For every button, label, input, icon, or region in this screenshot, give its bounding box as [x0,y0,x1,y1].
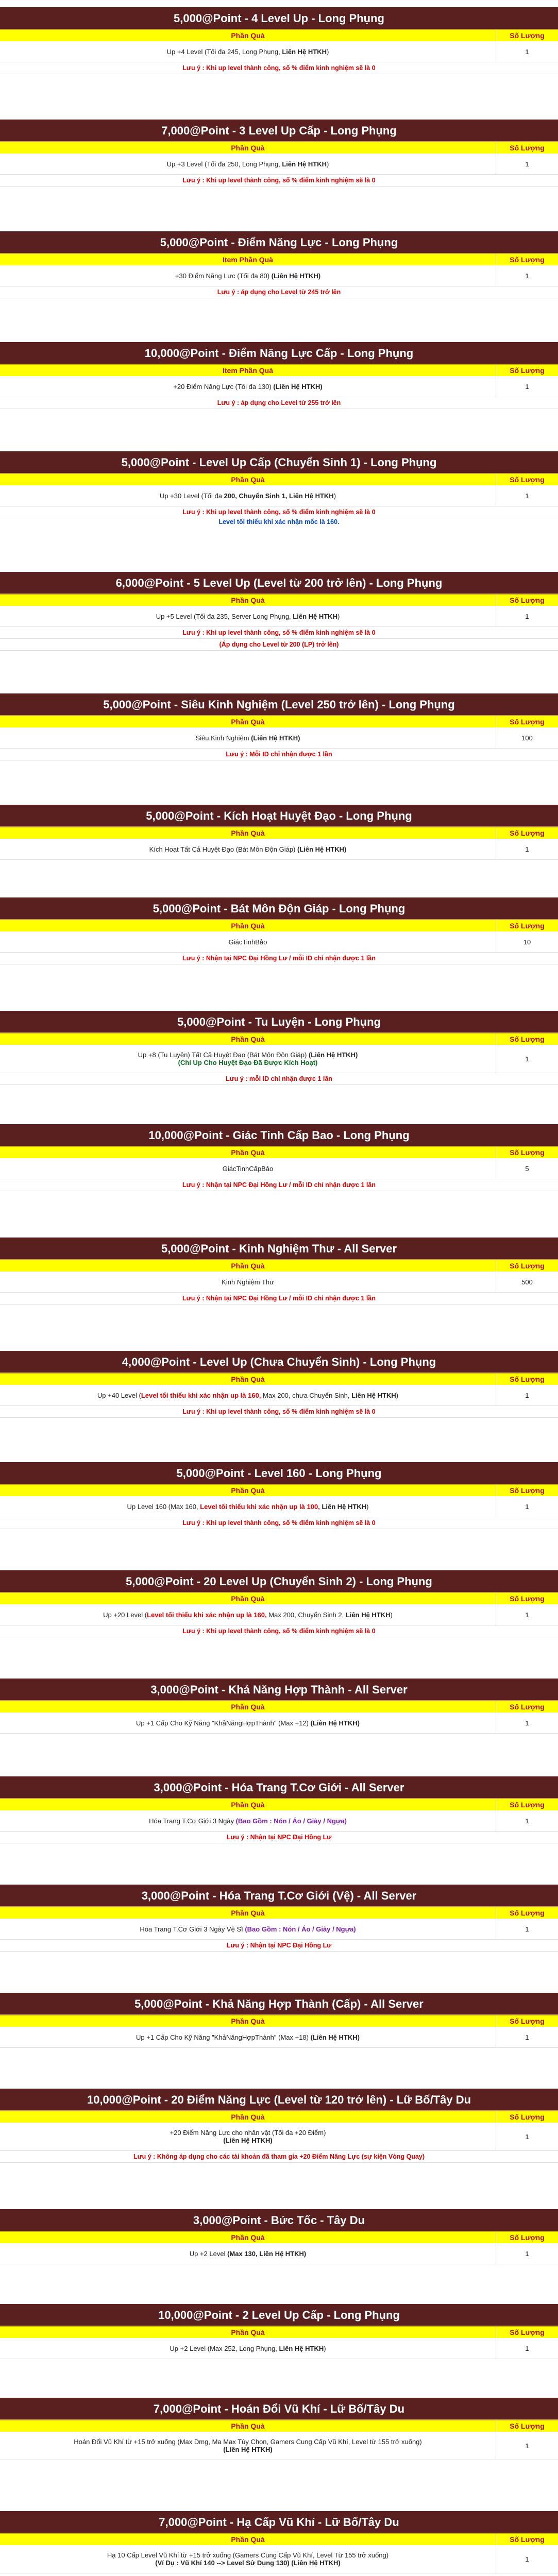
column-header [0,2420,558,2432]
contact-note: (Liên Hệ HTKH) [310,1719,360,1727]
reward-row [0,1158,558,1179]
reward-text [0,1158,496,1179]
reward-qty: 1 [525,1055,529,1063]
reward-text [0,2123,496,2150]
reward-desc: Up +5 Level (Tối đa 235, Server Long Phụng, [156,612,293,620]
contact-note: (Liên Hệ HTKH) [271,272,321,280]
reward-desc: Up +30 Level (Tối đa [159,492,224,500]
reward-row [0,727,558,749]
promo-block [0,1679,558,1734]
reward-desc: Siêu Kinh Nghiệm [195,734,251,742]
promo-block [0,1462,558,1529]
promo-title: 7,000@Point - 3 Level Up Cấp - Long Phụng [0,120,558,142]
column-header [0,2232,558,2243]
reward-column-label: Phần Quà [0,1260,496,1272]
reward-desc-cont: Max 200, Chuyển Sinh 2, [266,1611,346,1619]
reward-desc: Up +3 Level (Tối đa 250, Long Phụng, [166,160,282,168]
promo-block [0,693,558,760]
reward-column-label: Phần Quà [0,827,496,839]
reward-line [107,2551,388,2567]
reward-text [0,1919,496,1939]
reward-text [0,485,496,506]
reward-line [127,1503,369,1511]
reward-row [0,2338,558,2359]
reward-qty: 1 [525,2132,529,2141]
contact-note: (Liên Hệ HTKH) [297,845,347,853]
reward-text [0,606,496,626]
qty-column-label: Số Lượng [510,2535,545,2544]
reward-row [0,1272,558,1293]
reward-column-label: Phần Quà [0,2111,496,2123]
contact-note: Liên Hệ HTKH [322,1502,367,1511]
promo-block [0,2209,558,2264]
promo-block [0,572,558,651]
reward-column-label: Phần Quà [0,2534,496,2545]
reward-text [0,41,496,62]
qty-column-label: Số Lượng [510,2422,545,2430]
reward-desc: Hạ 10 Cấp Level Vũ Khí từ +15 trở xuống (Gamers Cung Cấp Vũ Khí, Level Từ 155 trở xuống) [107,2551,389,2559]
reward-desc-end: ) [337,612,340,620]
reward-line [160,492,336,500]
column-header [0,254,558,265]
reward-desc: Up +1 Cấp Cho Kỹ Năng "KhảNăngHợpThành" (Max +18) [136,2033,311,2041]
reward-row [0,376,558,397]
reward-row [0,1045,558,1073]
reward-row [0,2243,558,2264]
reward-column-label: Phần Quà [0,1147,496,1158]
promo-note-level: Level tối thiểu khi xác nhận mốc là 160. [218,518,340,526]
reward-line [136,1719,360,1727]
reward-condition: Level tối thiểu khi xác nhận up là 160, [147,1611,267,1619]
reward-column-label: Phần Quà [0,920,496,931]
reward-column-label: Phần Quà [0,1701,496,1713]
contact-note: Liên Hệ HTKH [279,2344,324,2352]
reward-desc-cont: Max 200, chưa Chuyển Sinh, [261,1391,352,1399]
promo-block [0,1124,558,1191]
reward-desc: GiácTinhCấpBảo [222,1164,274,1173]
reward-text [0,2545,496,2573]
reward-row [0,2545,558,2573]
column-header [0,1701,558,1713]
reward-column-label: Phần Quà [0,716,496,727]
reward-line [138,1051,358,1066]
reward-qty: 1 [525,2344,529,2352]
reward-qty: 1 [525,2249,529,2258]
reward-column-label: Phần Quà [0,2420,496,2432]
promo-note: Lưu ý : Mỗi ID chỉ nhận được 1 lần [0,749,558,760]
reward-row [0,1604,558,1625]
promo-note: Lưu ý : Nhận tại NPC Đại Hồng Lư / mỗi ID chỉ nhận được 1 lần [0,1179,558,1191]
reward-column-label: Phần Quà [0,474,496,485]
promo-title: 5,000@Point - Level 160 - Long Phụng [0,1462,558,1485]
reward-desc: +30 Điểm Năng Lực (Tối đa 80) [175,272,272,280]
reward-line [167,48,329,56]
promo-title: 5,000@Point - Kinh Nghiệm Thư - All Server [0,1238,558,1260]
contact-note: (Liên Hệ HTKH) [273,382,323,391]
qty-column-label: Số Lượng [510,1486,545,1495]
column-header [0,30,558,41]
reward-line [222,1278,274,1286]
reward-row [0,2123,558,2151]
promo-title: 5,000@Point - 4 Level Up - Long Phụng [0,7,558,30]
column-header [0,920,558,931]
reward-desc-end: ) [327,47,329,56]
qty-column-label: Số Lượng [510,1703,545,1711]
reward-text [0,727,496,748]
reward-row [0,1919,558,1940]
reward-row [0,931,558,953]
qty-column-label: Số Lượng [510,922,545,930]
promo-title: 10,000@Point - 20 Điểm Năng Lực (Level từ 120 trở lên) - Lữ Bố/Tây Du [0,2089,558,2111]
reward-line [103,1611,393,1619]
reward-line [74,2438,422,2453]
reward-qty: 1 [525,2555,529,2563]
reward-qty: 10 [523,938,531,946]
promo-note: Lưu ý : mỗi ID chỉ nhận được 1 lần [0,1073,558,1085]
qty-column-label: Số Lượng [510,2233,545,2242]
reward-column-label: Phần Quà [0,1485,496,1496]
promo-block [0,342,558,409]
reward-qty: 1 [525,382,529,391]
promo-block [0,7,558,74]
promo-title: 10,000@Point - Điểm Năng Lực Cấp - Long Phụng [0,342,558,365]
reward-line [97,1392,398,1399]
column-header [0,1033,558,1045]
reward-desc: Up +40 Level ( [97,1391,141,1399]
qty-column-label: Số Lượng [510,1909,545,1917]
reward-desc: Up +20 Level ( [103,1611,147,1619]
reward-subnote: (Chỉ Up Cho Huyệt Đạo Đã Được Kích Hoạt) [178,1059,318,1066]
reward-text [0,1604,496,1625]
promo-title: 5,000@Point - Kích Hoạt Huyệt Đạo - Long Phụng [0,805,558,827]
promo-title: 3,000@Point - Khả Năng Hợp Thành - All Server [0,1679,558,1701]
promo-title: 5,000@Point - Level Up Cấp (Chuyển Sinh 1) - Long Phụng [0,451,558,474]
qty-column-label: Số Lượng [510,1262,545,1270]
reward-desc: Hóa Trang T.Cơ Giới 3 Ngày [149,1817,236,1825]
promo-title: 5,000@Point - Tu Luyện - Long Phụng [0,1011,558,1033]
qty-column-label: Số Lượng [510,1375,545,1383]
promo-note: Lưu ý : Khi up level thành công, số % điểm kinh nghiệm sẽ là 0 [0,1517,558,1529]
reward-text [0,2338,496,2359]
promo-title: 3,000@Point - Hóa Trang T.Cơ Giới - All Server [0,1776,558,1799]
reward-desc: Up +4 Level (Tối đa 245, Long Phụng, [166,47,282,56]
column-header [0,142,558,154]
reward-desc: Up +1 Cấp Cho Kỹ Năng "KhảNăngHợpThành" (Max +12) [136,1719,311,1727]
reward-row [0,154,558,175]
promo-title: 3,000@Point - Hóa Trang T.Cơ Giới (Vệ) - All Server [0,1885,558,1907]
reward-qty: 1 [525,2033,529,2041]
column-header [0,474,558,485]
promo-block [0,2304,558,2359]
column-header [0,1374,558,1385]
promo-block [0,2398,558,2460]
reward-desc-end: ) [333,492,336,500]
qty-column-label: Số Lượng [510,366,545,375]
promo-note: Lưu ý : Không áp dụng cho các tài khoản đã tham gia +20 Điểm Năng Lực (sự kiện Vòng Quay) [0,2151,558,2163]
contact-note: (Liên Hệ HTKH) [308,1051,358,1059]
contact-note: Liên Hệ HTKH [351,1391,396,1399]
reward-row [0,839,558,860]
reward-text [0,931,496,952]
reward-text [0,1045,496,1073]
promo-block [0,2511,558,2573]
contact-note: Liên Hệ HTKH [345,1611,391,1619]
reward-desc-end: ) [366,1502,369,1511]
column-header [0,1260,558,1272]
promo-title: 10,000@Point - 2 Level Up Cấp - Long Phụng [0,2304,558,2327]
reward-qty: 1 [525,1502,529,1511]
reward-line [173,383,322,391]
reward-line [170,2345,326,2352]
reward-line [167,160,329,168]
contact-note: (Liên Hệ HTKH) [310,2033,360,2041]
reward-column-label: Phần Quà [0,1907,496,1919]
reward-column-label: Phần Quà [0,1033,496,1045]
contact-note: Liên Hệ HTKH [293,612,337,620]
column-header [0,1799,558,1810]
qty-column-label: Số Lượng [510,2328,545,2336]
promo-note: Lưu ý : Khi up level thành công, số % điểm kinh nghiệm sẽ là 0 [0,1625,558,1637]
reward-line [170,2129,326,2144]
column-header [0,827,558,839]
reward-column-label: Phần Quà [0,2232,496,2243]
qty-column-label: Số Lượng [510,476,545,484]
reward-desc: Up Level 160 (Max 160, [127,1502,200,1511]
promo-note: Lưu ý : Nhận tại NPC Đại Hồng Lư [0,1940,558,1952]
promo-title: 5,000@Point - Siêu Kinh Nghiệm (Level 250 trở lên) - Long Phụng [0,693,558,716]
reward-text [0,1385,496,1405]
qty-column-label: Số Lượng [510,596,545,604]
column-header [0,2327,558,2338]
promo-block [0,231,558,298]
reward-qty: 1 [525,1925,529,1933]
reward-line [156,613,340,620]
reward-text [0,1496,496,1517]
qty-column-label: Số Lượng [510,1148,545,1157]
reward-row [0,1385,558,1406]
contact-note: Liên Hệ HTKH [282,160,327,168]
reward-column-label: Item Phần Quà [0,254,496,265]
reward-line [140,1925,356,1933]
promo-block [0,2089,558,2163]
reward-desc: Up +2 Level (Max 252, Long Phụng, [170,2344,279,2352]
promo-note: Lưu ý : áp dụng cho Level từ 245 trở lên [0,286,558,298]
promo-block [0,120,558,187]
contact-note: (Liên Hệ HTKH) [223,2137,273,2144]
column-header [0,595,558,606]
promo-block [0,1993,558,2048]
reward-condition: Level tối thiểu khi xác nhận up là 160, [141,1391,261,1399]
reward-includes: (Bao Gồm : Nón / Áo / Giày / Ngựa) [245,1925,356,1933]
promo-note: Lưu ý : áp dụng cho Level từ 255 trở lên [0,397,558,409]
reward-row [0,485,558,506]
qty-column-label: Số Lượng [510,1801,545,1809]
reward-includes: (Bao Gồm : Nón / Áo / Giày / Ngựa) [235,1817,347,1825]
qty-column-label: Số Lượng [510,31,545,40]
reward-column-label: Phần Quà [0,2327,496,2338]
promo-title: 5,000@Point - Bát Môn Độn Giáp - Long Phụng [0,897,558,920]
promo-block [0,1351,558,1418]
column-header [0,2015,558,2027]
promo-note: Lưu ý : Nhận tại NPC Đại Hồng Lư [0,1832,558,1843]
reward-text [0,2243,496,2264]
promo-block [0,1776,558,1843]
column-header [0,2111,558,2123]
promo-note: Lưu ý : Khi up level thành công, số % điểm kinh nghiệm sẽ là 0 [0,506,558,518]
reward-desc-end: ) [327,160,329,168]
reward-line [195,734,300,742]
reward-desc: Up +8 (Tu Luyện) Tất Cả Huyệt Đạo (Bát Môn Độn Giáp) [138,1051,309,1059]
promo-title: 5,000@Point - Điểm Năng Lực - Long Phụng [0,231,558,254]
reward-desc-end: ) [396,1391,399,1399]
reward-desc: Hoán Đổi Vũ Khí từ +15 trở xuống (Max Dmg, Ma Max Tùy Chọn, Gamers Cung Cấp Vũ Khí, Level từ 155 trở xuống) [74,2438,422,2446]
reward-desc: +20 Điểm Năng Lực (Tối đa 130) [173,382,274,391]
contact-note: 200, Chuyển Sinh 1, Liên Hệ HTKH [224,492,334,500]
promo-block [0,1011,558,1085]
reward-row [0,265,558,286]
reward-row [0,2432,558,2460]
reward-qty: 1 [525,612,529,620]
column-header [0,365,558,376]
reward-qty: 1 [525,47,529,56]
reward-row [0,41,558,62]
reward-qty: 1 [525,2442,529,2450]
promo-block [0,805,558,860]
reward-desc: Kinh Nghiệm Thư [222,1278,274,1286]
promo-title: 10,000@Point - Giác Tinh Cấp Bao - Long Phụng [0,1124,558,1147]
promo-title: 6,000@Point - 5 Level Up (Level từ 200 trở lên) - Long Phụng [0,572,558,595]
promo-block [0,451,558,526]
reward-desc: Hóa Trang T.Cơ Giới 3 Ngày Vệ Sĩ [140,1925,245,1933]
promo-title: 7,000@Point - Hoán Đổi Vũ Khí - Lữ Bố/Tây Du [0,2398,558,2420]
reward-desc: +20 Điểm Năng Lực cho nhân vật (Tối đa +20 Điểm) [170,2129,326,2137]
reward-desc: Kích Hoạt Tất Cả Huyệt Đạo (Bát Môn Độn Giáp) [149,845,297,853]
reward-column-label: Phần Quà [0,1593,496,1604]
reward-line [175,272,320,280]
column-header [0,1147,558,1158]
qty-column-label: Số Lượng [510,1595,545,1603]
qty-column-label: Số Lượng [510,1035,545,1043]
reward-line [223,1165,274,1173]
reward-qty: 500 [521,1278,533,1286]
contact-note: Liên Hệ HTKH [282,47,327,56]
promo-title: 5,000@Point - 20 Level Up (Chuyển Sinh 2) - Long Phụng [0,1570,558,1593]
reward-desc-end: ) [324,2344,326,2352]
promo-note: Lưu ý : Nhận tại NPC Đại Hồng Lư / mỗi ID chỉ nhận được 1 lần [0,1293,558,1304]
reward-column-label: Phần Quà [0,2015,496,2027]
reward-qty: 100 [521,734,533,742]
qty-column-label: Số Lượng [510,2017,545,2025]
contact-note: (Ví Dụ : Vũ Khí 140 --> Level Sử Dụng 130) (Liên Hệ HTKH) [155,2559,341,2567]
qty-column-label: Số Lượng [510,256,545,264]
reward-column-label: Item Phần Quà [0,365,496,376]
reward-text [0,2432,496,2460]
reward-qty: 1 [525,1391,529,1399]
promo-title: 4,000@Point - Level Up (Chưa Chuyển Sinh) - Long Phụng [0,1351,558,1374]
reward-text [0,265,496,286]
promo-note: Lưu ý : Khi up level thành công, số % điểm kinh nghiệm sẽ là 0 [0,175,558,187]
qty-column-label: Số Lượng [510,718,545,726]
promo-block [0,1885,558,1952]
reward-row [0,2027,558,2048]
qty-column-label: Số Lượng [510,829,545,837]
reward-desc-end: ) [390,1611,393,1619]
promo-block [0,1570,558,1637]
reward-line [136,2033,360,2041]
promo-block [0,897,558,964]
qty-column-label: Số Lượng [510,2113,545,2121]
reward-condition: Level tối thiểu khi xác nhận up là 100, [200,1502,320,1511]
promo-title: 7,000@Point - Hạ Cấp Vũ Khí - Lữ Bố/Tây Du [0,2511,558,2534]
reward-qty: 1 [525,1611,529,1619]
reward-qty: 5 [525,1164,529,1173]
reward-qty: 1 [525,160,529,168]
reward-text [0,2027,496,2047]
promo-note: Lưu ý : Nhận tại NPC Đại Hồng Lư / mỗi ID chỉ nhận được 1 lần [0,953,558,964]
contact-note: (Liên Hệ HTKH) [223,2446,273,2453]
reward-row [0,1496,558,1517]
reward-row [0,1810,558,1832]
reward-line [149,845,347,853]
reward-column-label: Phần Quà [0,1374,496,1385]
qty-column-label: Số Lượng [510,144,545,152]
promo-block [0,1238,558,1304]
column-header [0,2534,558,2545]
promo-note: Lưu ý : Khi up level thành công, số % điểm kinh nghiệm sẽ là 0 [0,1406,558,1418]
contact-note: (Liên Hệ HTKH) [251,734,300,742]
reward-text [0,1272,496,1292]
reward-line [229,938,267,946]
promo-note: Lưu ý : Khi up level thành công, số % điểm kinh nghiệm sẽ là 0 [0,62,558,74]
reward-column-label: Phần Quà [0,142,496,154]
reward-line [190,2250,307,2258]
column-header [0,1907,558,1919]
reward-qty: 1 [525,492,529,500]
reward-qty: 1 [525,845,529,853]
reward-text [0,376,496,397]
reward-row [0,606,558,627]
reward-text [0,839,496,859]
promo-title: 5,000@Point - Khả Năng Hợp Thành (Cấp) - All Server [0,1993,558,2015]
reward-desc: GiácTinhBảo [228,938,267,946]
reward-column-label: Phần Quà [0,30,496,41]
reward-column-label: Phần Quà [0,1799,496,1810]
reward-qty: 1 [525,1719,529,1727]
reward-line [149,1817,347,1825]
reward-text [0,1810,496,1831]
reward-text [0,154,496,174]
column-header [0,1593,558,1604]
reward-row [0,1713,558,1734]
reward-text [0,1713,496,1733]
contact-note: (Max 130, Liên Hệ HTKH) [227,2249,307,2258]
reward-column-label: Phần Quà [0,595,496,606]
promo-note: Lưu ý : Khi up level thành công, số % điểm kinh nghiệm sẽ là 0 [0,627,558,639]
promo-note: (Áp dụng cho Level từ 200 (LP) trở lên) [0,639,558,651]
column-header [0,716,558,727]
reward-qty: 1 [525,1817,529,1825]
reward-qty: 1 [525,272,529,280]
reward-desc: Up +2 Level [189,2249,228,2258]
column-header [0,1485,558,1496]
promo-title: 3,000@Point - Bức Tốc - Tây Du [0,2209,558,2232]
